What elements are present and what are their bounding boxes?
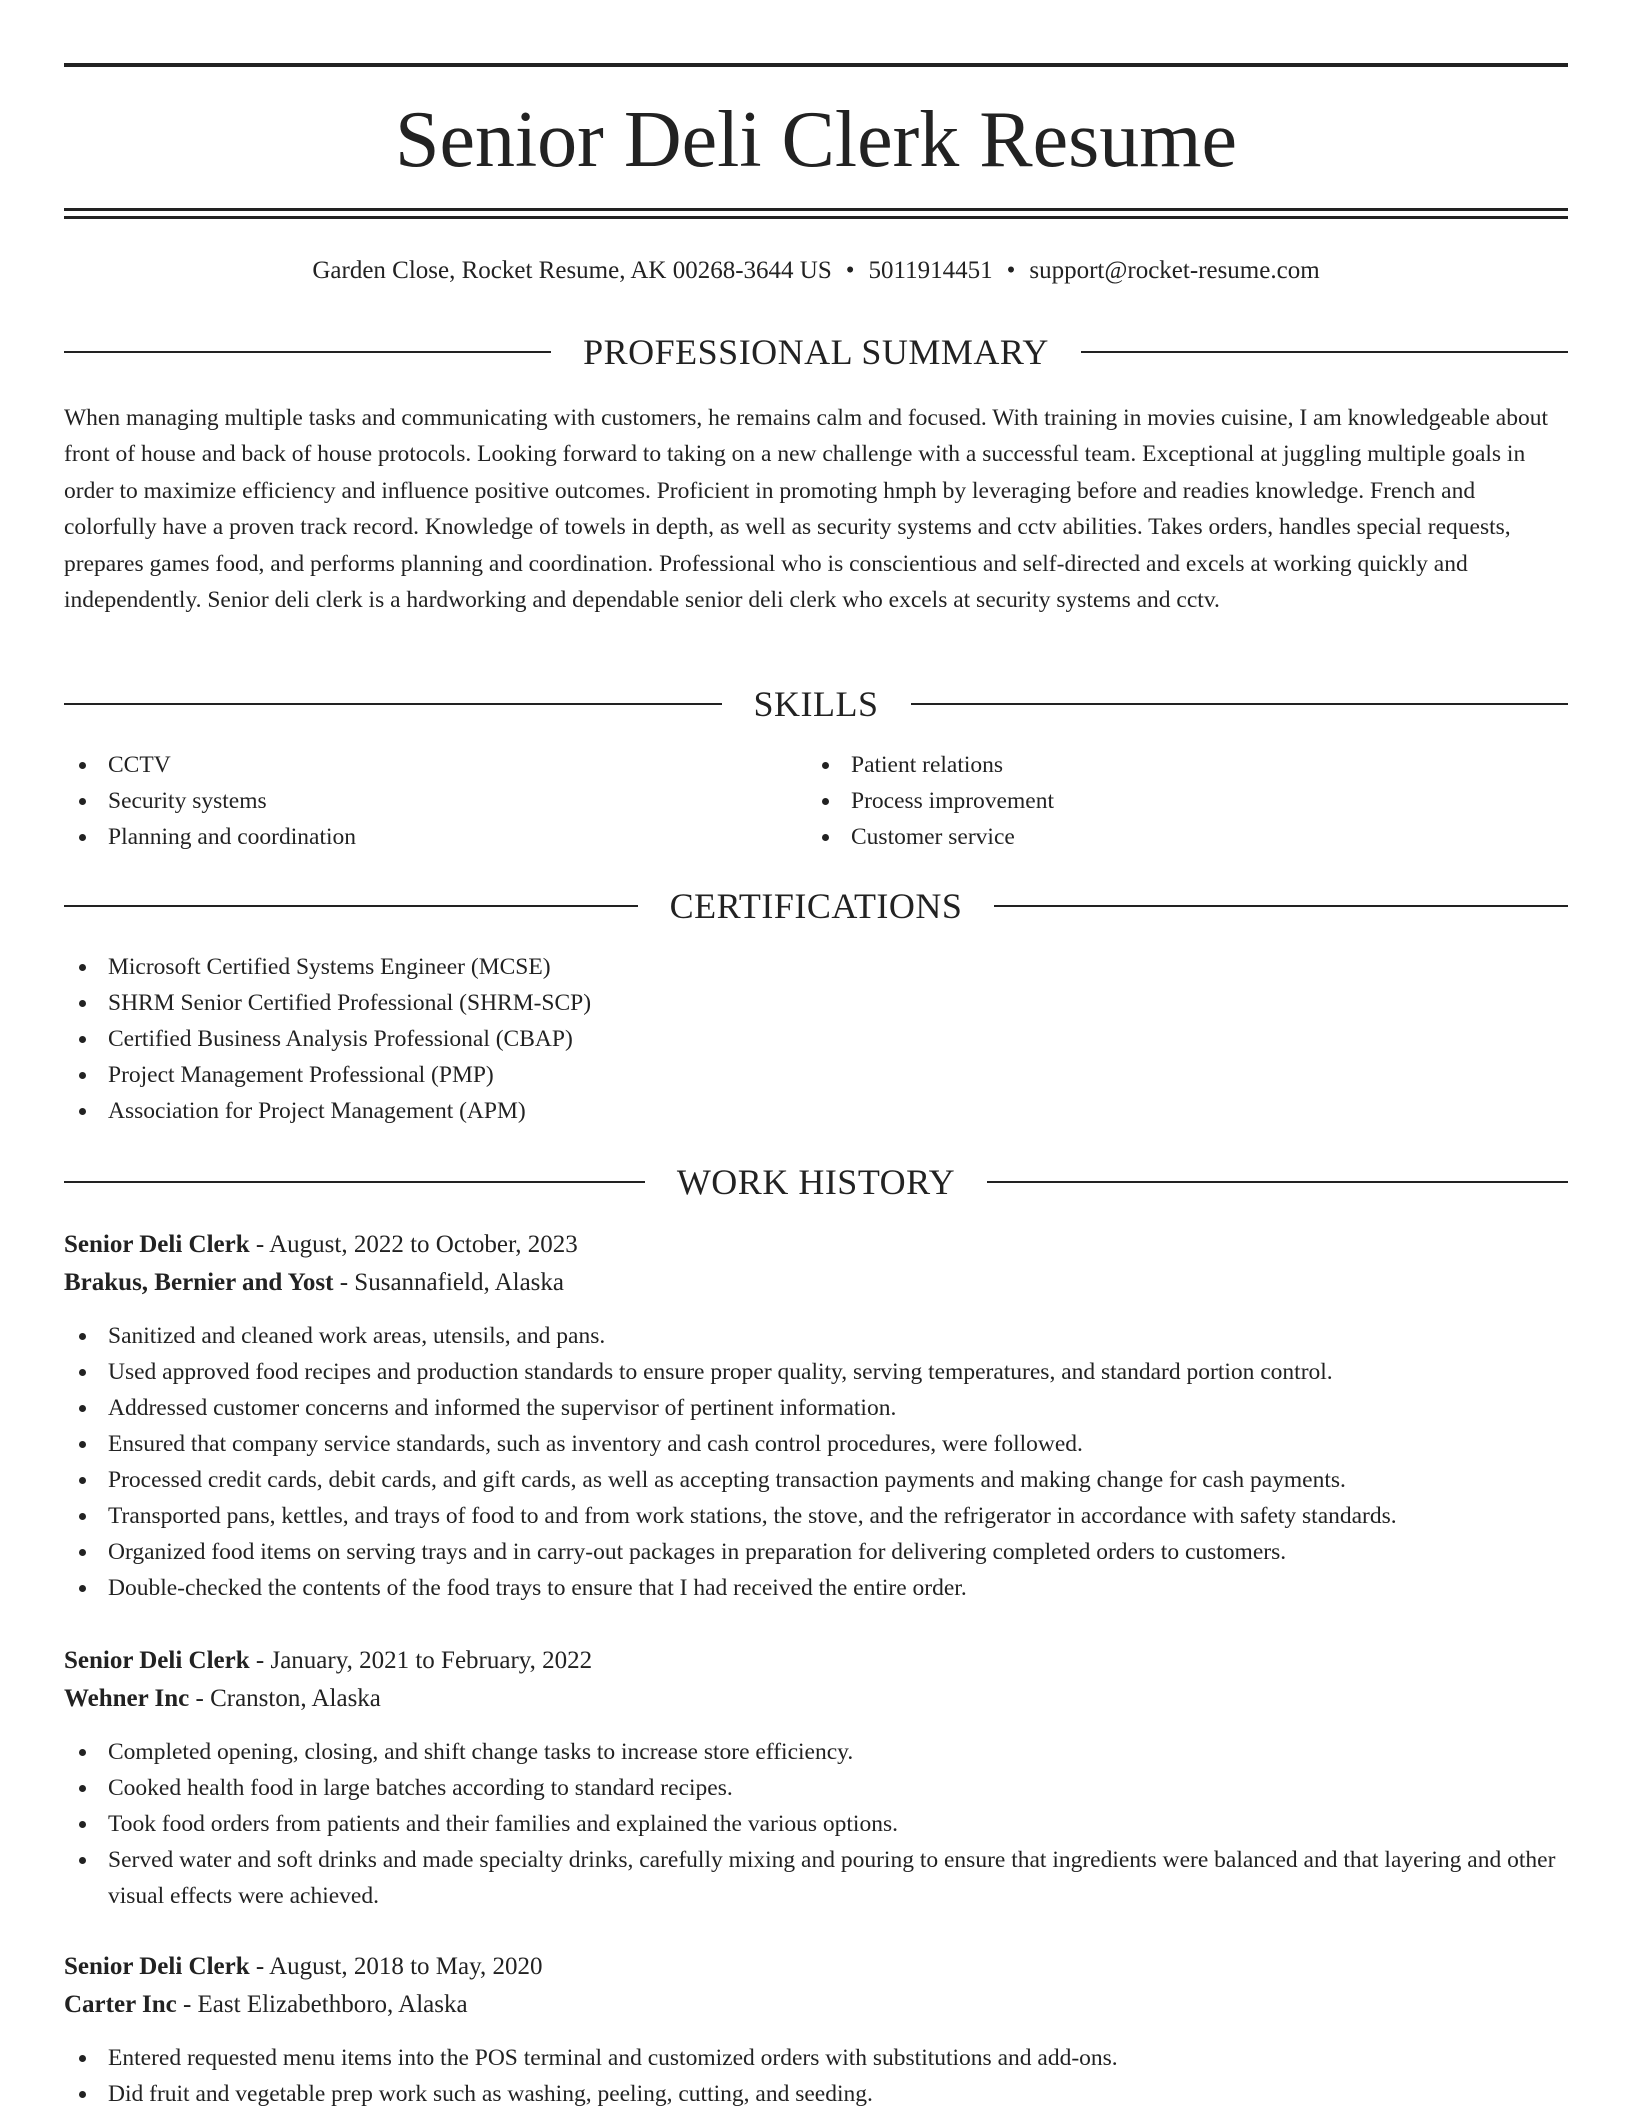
job-dates: - August, 2018 to May, 2020	[249, 1953, 543, 1980]
summary-heading-label: PROFESSIONAL SUMMARY	[583, 332, 1049, 372]
heading-rule-left	[64, 351, 551, 353]
skill-item: Process improvement	[807, 783, 1507, 819]
skill-item: Planning and coordination	[64, 819, 764, 855]
work-section-heading	[64, 1160, 1568, 1204]
heading-rule-right	[1081, 351, 1568, 353]
job-title-line	[64, 1642, 1568, 1680]
contact-phone: 5011914451	[868, 257, 993, 284]
job-company: Carter Inc	[64, 1991, 177, 2018]
job-duty: Sanitized and cleaned work areas, utensils, and pans.	[64, 1318, 1568, 1354]
skills-right-list	[807, 747, 1507, 855]
job-duty: Organized food items on serving trays and in carry-out packages in preparation for delivering completed orders to customers.	[64, 1534, 1568, 1570]
job-duty: Processed credit cards, debit cards, and gift cards, as well as accepting transaction payments and making change for cash payments.	[64, 1462, 1568, 1498]
job-location: - East Elizabethboro, Alaska	[176, 1991, 468, 2018]
certifications-heading-label: CERTIFICATIONS	[669, 886, 963, 926]
job-duty: Ensured that company service standards, such as inventory and cash control procedures, were followed.	[64, 1426, 1568, 1462]
top-rule	[64, 63, 1568, 67]
skill-item: Customer service	[807, 819, 1507, 855]
job-duties-list	[64, 1734, 1568, 1914]
job-duties-list	[64, 2040, 1568, 2112]
job-duty: Transported pans, kettles, and trays of food to and from work stations, the stove, and the refrigerator in accordance with safety standards.	[64, 1498, 1568, 1534]
job-duty: Double-checked the contents of the food trays to ensure that I had received the entire order.	[64, 1570, 1568, 1606]
job-entry	[64, 1948, 1568, 2112]
job-duty: Completed opening, closing, and shift change tasks to increase store efficiency.	[64, 1734, 1568, 1770]
skills-section-heading	[64, 682, 1568, 726]
certifications-section-heading	[64, 884, 1568, 928]
job-company: Wehner Inc	[64, 1685, 190, 1712]
skills-heading-label: SKILLS	[753, 684, 879, 724]
heading-rule-right	[987, 1181, 1568, 1183]
skills-left-list	[64, 747, 764, 855]
job-dates: - January, 2021 to February, 2022	[249, 1647, 593, 1674]
job-title-line	[64, 1226, 1568, 1264]
summary-text: When managing multiple tasks and communicating with customers, he remains calm and focused. With training in movies cuisine, I am knowledgeable about front of house and back of house protocols. Looking forward to taking on a new challenge with a successful team. Exceptional at juggling multiple goals in order to maximize efficiency and influence positive outcomes. Proficient in promoting hmph by leveraging before and readies knowledge. French and colorfully have a proven track record. Knowledge of towels in depth, as well as security systems and cctv abilities. Takes orders, handles special requests, prepares games food, and performs planning and coordination. Professional who is conscientious and self-directed and excels at working quickly and independently. Senior deli clerk is a hardworking and dependable senior deli clerk who excels at security systems and cctv.	[64, 405, 1548, 614]
job-title: Senior Deli Clerk	[64, 1231, 250, 1258]
heading-rule-left	[64, 1181, 645, 1183]
skills-left-column	[64, 747, 764, 855]
job-company-line	[64, 1680, 1568, 1718]
certification-item: Certified Business Analysis Professional (CBAP)	[64, 1021, 1568, 1057]
title-rule-lower	[64, 216, 1568, 219]
job-duty: Cooked health food in large batches according to standard recipes.	[64, 1770, 1568, 1806]
job-entry	[64, 1226, 1568, 1606]
heading-rule-left	[64, 703, 722, 705]
skills-right-column	[807, 747, 1507, 855]
skill-item: Patient relations	[807, 747, 1507, 783]
contact-email: support@rocket-resume.com	[1029, 257, 1320, 284]
job-title: Senior Deli Clerk	[64, 1953, 250, 1980]
heading-rule-right	[994, 905, 1568, 907]
job-duty: Entered requested menu items into the POS terminal and customized orders with substitutions and add-ons.	[64, 2040, 1568, 2076]
certifications-block	[64, 949, 1568, 1129]
certification-item: Association for Project Management (APM)	[64, 1093, 1568, 1129]
job-dates: - August, 2022 to October, 2023	[249, 1231, 578, 1258]
job-duty: Addressed customer concerns and informed the supervisor of pertinent information.	[64, 1390, 1568, 1426]
contact-separator: •	[1006, 257, 1016, 284]
job-duty: Did fruit and vegetable prep work such as washing, peeling, cutting, and seeding.	[64, 2076, 1568, 2112]
job-company-line	[64, 1986, 1568, 2024]
contact-address: Garden Close, Rocket Resume, AK 00268-3644 US	[312, 257, 832, 284]
skill-item: CCTV	[64, 747, 764, 783]
job-location: - Cranston, Alaska	[189, 1685, 381, 1712]
certification-item: Microsoft Certified Systems Engineer (MCSE)	[64, 949, 1568, 985]
heading-rule-right	[911, 703, 1569, 705]
page-title: Senior Deli Clerk Resume	[394, 96, 1238, 184]
title-rule-upper	[64, 208, 1568, 211]
job-location: - Susannafield, Alaska	[333, 1269, 564, 1296]
job-duty: Served water and soft drinks and made specialty drinks, carefully mixing and pouring to ensure that ingredients were balanced and that layering and other visual effects were achieved.	[64, 1842, 1568, 1914]
job-duty: Took food orders from patients and their families and explained the various options.	[64, 1806, 1568, 1842]
certification-item: Project Management Professional (PMP)	[64, 1057, 1568, 1093]
certification-item: SHRM Senior Certified Professional (SHRM-SCP)	[64, 985, 1568, 1021]
job-duty: Used approved food recipes and production standards to ensure proper quality, serving temperatures, and standard portion control.	[64, 1354, 1568, 1390]
skill-item: Security systems	[64, 783, 764, 819]
heading-rule-left	[64, 905, 638, 907]
contact-separator: •	[845, 257, 855, 284]
job-company-line	[64, 1264, 1568, 1302]
work-heading-label: WORK HISTORY	[676, 1162, 956, 1202]
certifications-list	[64, 949, 1568, 1129]
job-title-line	[64, 1948, 1568, 1986]
job-entry	[64, 1642, 1568, 1914]
summary-section-heading	[64, 330, 1568, 374]
job-title: Senior Deli Clerk	[64, 1647, 250, 1674]
job-company: Brakus, Bernier and Yost	[64, 1269, 334, 1296]
contact-line	[64, 254, 1568, 288]
job-duties-list	[64, 1318, 1568, 1606]
